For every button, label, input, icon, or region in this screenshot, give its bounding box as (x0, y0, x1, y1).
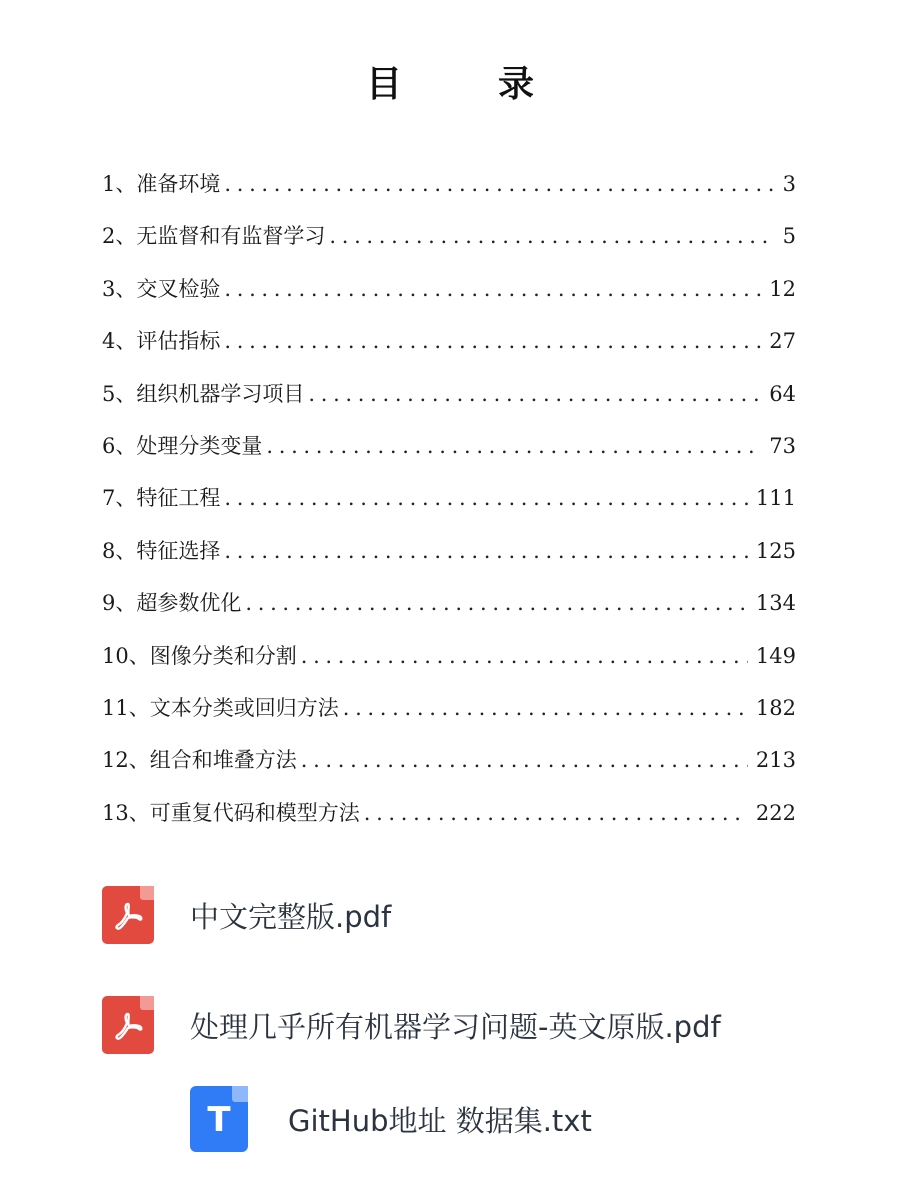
toc-entry-page: 134 (755, 591, 796, 616)
toc-entry-label: 11、文本分类或回归方法 (102, 695, 339, 720)
toc-entry-label: 5、组织机器学习项目 (102, 381, 305, 406)
toc-entry-label: 1、准备环境 (102, 172, 221, 196)
toc-entry-page: 73 (769, 433, 796, 458)
toc-entry-page: 5 (782, 224, 796, 249)
toc-entry-label: 6、处理分类变量 (102, 433, 263, 458)
toc-entry[interactable] (102, 634, 796, 686)
toc-leader-dots (301, 738, 748, 782)
toc-entry-page: 64 (769, 381, 796, 406)
file-attachment-github-txt[interactable] (190, 1086, 592, 1152)
toc-entry[interactable] (102, 581, 796, 633)
toc-entry-label: 4、评估指标 (102, 329, 221, 354)
toc-entry[interactable] (102, 476, 796, 528)
toc-entry[interactable] (102, 791, 796, 843)
toc-leader-dots (245, 581, 748, 625)
toc-entry-label: 3、交叉检验 (102, 276, 221, 301)
toc-entry-label: 13、可重复代码和模型方法 (102, 800, 360, 825)
toc-leader-dots (364, 791, 748, 835)
toc-entry-label: 10、图像分类和分割 (102, 643, 297, 668)
toc-entry-label: 8、特征选择 (102, 538, 221, 563)
toc-entry-page: 125 (755, 538, 796, 563)
toc-entry[interactable] (102, 529, 796, 581)
toc-entry[interactable] (102, 319, 796, 371)
toc-entry-page: 3 (782, 172, 796, 196)
txt-icon-glyph: T (207, 1100, 231, 1140)
toc-leader-dots (301, 634, 748, 678)
toc-entry-page: 222 (755, 800, 796, 825)
toc-entry-page: 213 (755, 748, 796, 773)
toc-entry[interactable] (102, 214, 796, 266)
file-name: GitHub地址 数据集.txt (288, 1103, 592, 1138)
toc-entry[interactable] (102, 267, 796, 319)
toc-entry-page: 111 (755, 486, 796, 511)
acrobat-symbol-icon (113, 1011, 143, 1041)
toc-entry-page: 12 (769, 276, 796, 301)
toc-leader-dots (308, 372, 761, 416)
toc-leader-dots (329, 214, 774, 258)
toc-entry[interactable] (102, 372, 796, 424)
txt-icon (190, 1086, 248, 1152)
toc-entry-label: 12、组合和堆叠方法 (102, 748, 297, 773)
page-title: 目 录 (365, 64, 564, 105)
pdf-icon (102, 886, 154, 944)
toc-entry[interactable] (102, 162, 796, 214)
toc-entry[interactable] (102, 738, 796, 790)
file-attachment-english-pdf[interactable] (102, 996, 721, 1054)
toc-entry-label: 7、特征工程 (102, 486, 221, 511)
toc-entry[interactable] (102, 424, 796, 476)
toc-entry-label: 2、无监督和有监督学习 (102, 224, 326, 249)
pdf-icon (102, 996, 154, 1054)
toc-leader-dots (224, 319, 761, 363)
toc-leader-dots (224, 529, 748, 573)
toc-leader-dots (266, 424, 761, 468)
toc-leader-dots (224, 476, 748, 520)
toc-leader-dots (224, 267, 761, 311)
toc-entry[interactable] (102, 686, 796, 738)
file-name: 中文完整版.pdf (190, 899, 392, 934)
toc-entry-page: 182 (755, 695, 796, 720)
acrobat-symbol-icon (113, 901, 143, 931)
toc-leader-dots (224, 162, 774, 206)
file-name: 处理几乎所有机器学习问题-英文原版.pdf (190, 1009, 721, 1044)
toc-leader-dots (343, 686, 748, 730)
table-of-contents (102, 162, 796, 843)
toc-entry-page: 149 (755, 643, 796, 668)
toc-entry-page: 27 (769, 329, 796, 354)
file-attachment-chinese-pdf[interactable] (102, 886, 391, 944)
toc-entry-label: 9、超参数优化 (102, 591, 242, 616)
